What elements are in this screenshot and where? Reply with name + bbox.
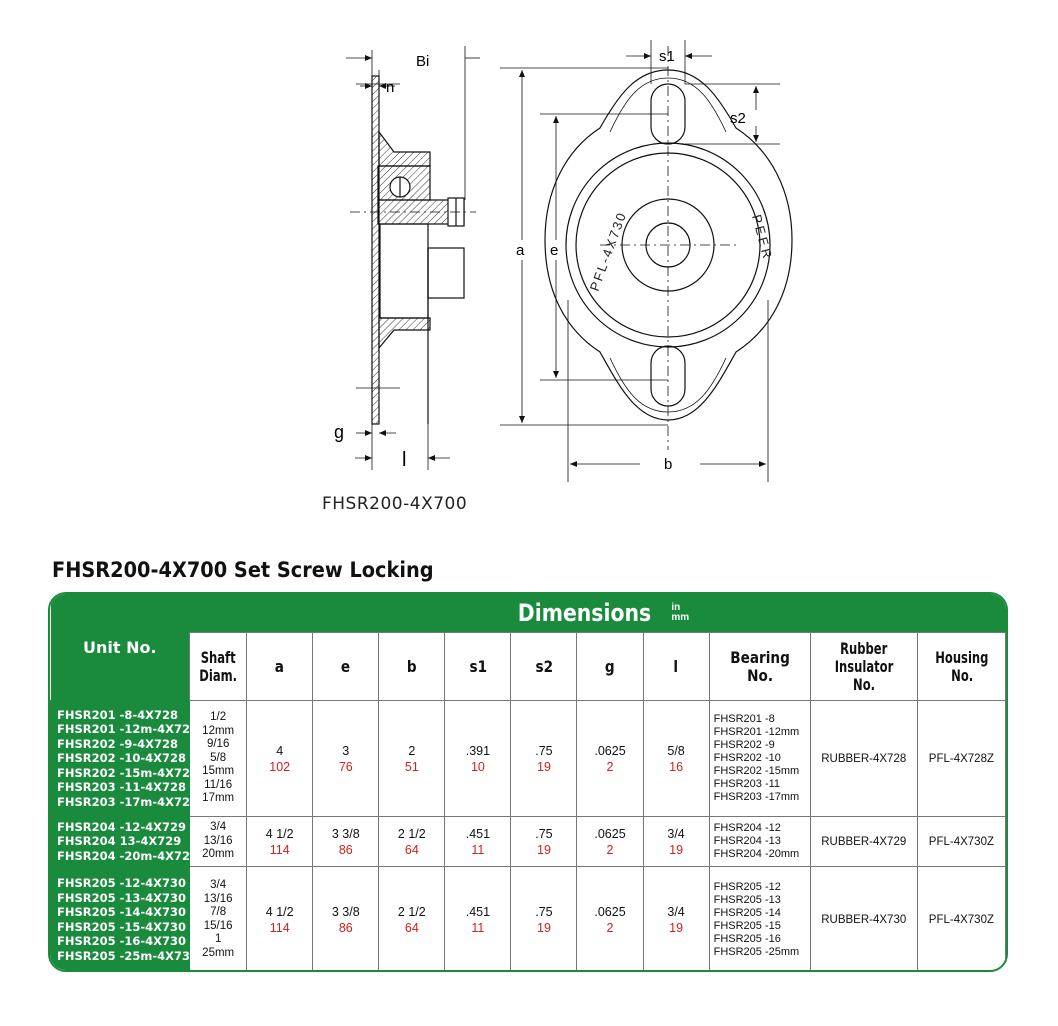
dim-label-s2: s2 <box>730 110 746 127</box>
rubber-insulator-cell: RUBBER-4X728 <box>810 701 917 817</box>
dim-e-mm: 86 <box>338 920 353 935</box>
dim-label-e: e <box>550 242 559 259</box>
dim-s2-mm: 19 <box>537 920 551 935</box>
unit-no-cell <box>51 867 199 973</box>
dim-g-mm: 2 <box>606 842 614 857</box>
dim-e-inch: 3 3/8 <box>331 826 360 841</box>
dimensions-table <box>50 594 1006 972</box>
dim-b-cell <box>379 701 445 817</box>
unit-no-cell <box>51 701 199 817</box>
table-row <box>51 817 1006 867</box>
dim-s1-inch: .451 <box>465 904 491 919</box>
l-header <box>643 633 709 701</box>
shaft-diam-cell-line: 3/4 <box>210 879 227 891</box>
housing-brand-text: PEER <box>749 212 776 263</box>
shaft-diam-cell-line: 17mm <box>202 792 235 805</box>
dimensions-units <box>671 603 689 623</box>
unit-no-cell-line: FHSR205 -12-4X730 <box>57 876 187 890</box>
dim-l-cell <box>643 817 709 867</box>
shaft-diam-cell <box>190 817 247 867</box>
shaft-diam-cell-line: 12mm <box>202 724 235 737</box>
dim-s2-inch: .75 <box>535 743 553 758</box>
dim-l-mm: 19 <box>669 842 684 857</box>
dim-e-mm: 76 <box>338 759 353 774</box>
dim-e-inch: 3 <box>342 743 350 758</box>
unit-no-cell-line: FHSR203 -11-4X728 <box>57 780 187 795</box>
dim-g-cell <box>577 817 643 867</box>
unit-no-cell <box>51 817 199 867</box>
dim-label-bi: Bi <box>416 53 430 70</box>
dim-g-mm: 2 <box>606 759 614 774</box>
shaft-diam-cell-line: 20mm <box>202 848 235 861</box>
shaft-diam-cell-line: 13/16 <box>203 892 233 905</box>
table-body <box>51 701 1006 973</box>
g-header <box>577 633 643 701</box>
shaft-diam-header <box>190 633 247 701</box>
bearing-no-cell-line: FHSR205 -25mm <box>713 945 800 958</box>
dim-l-mm: 16 <box>669 759 684 774</box>
dim-a-cell <box>247 701 313 817</box>
dim-a-inch: 4 1/2 <box>265 904 294 919</box>
dim-l-mm: 19 <box>669 920 684 935</box>
dim-a-mm: 114 <box>269 842 290 857</box>
bearing-no-cell-line: FHSR205 -14 <box>713 906 781 919</box>
bearing-no-cell-line: FHSR201 -8 <box>713 713 775 725</box>
dim-label-a: a <box>516 242 525 259</box>
a-header <box>247 633 313 701</box>
dim-s2-cell <box>511 701 577 817</box>
s1-header <box>445 633 511 701</box>
l-header-label: l <box>673 656 679 676</box>
bearing-no-cell-line: FHSR205 -12 <box>713 880 781 893</box>
unit-no-cell-line: FHSR204 13-4X729 <box>57 834 182 849</box>
dim-a-mm: 114 <box>269 920 290 935</box>
rubber-insulator-cell: RUBBER-4X730 <box>810 867 917 973</box>
s2-header-label: s2 <box>535 656 553 676</box>
unit-no-cell-line: FHSR205 -13-4X730 <box>57 890 187 905</box>
dim-b-inch: 2 1/2 <box>397 826 426 841</box>
dim-b-cell <box>379 817 445 867</box>
rubber-insulator-cell: RUBBER-4X729 <box>810 817 917 867</box>
unit-inch: in <box>671 602 681 614</box>
dim-b-mm: 64 <box>404 920 419 935</box>
dim-g-inch: .0625 <box>594 743 626 758</box>
dim-label-n: n <box>386 79 395 96</box>
bearing-no-cell-line: FHSR204 -13 <box>713 835 781 847</box>
dim-s1-cell <box>445 817 511 867</box>
dim-s1-inch: .391 <box>465 743 491 758</box>
housing-no-cell: PFL-4X730Z <box>917 867 1005 973</box>
shaft-diam-cell <box>190 701 247 817</box>
dim-b-cell <box>379 867 445 973</box>
bearing-no-cell <box>709 817 810 867</box>
dim-l-cell <box>643 867 709 973</box>
dim-s2-cell <box>511 817 577 867</box>
bearing-no-cell-line: FHSR202 -10 <box>713 752 781 764</box>
rubber-header-line1: Rubber <box>840 638 888 658</box>
bearing-no-cell-line: FHSR202 -15mm <box>713 765 800 777</box>
unit-no-cell-line: FHSR202 -15m-4X728 <box>57 765 199 780</box>
dim-s1-mm: 11 <box>471 920 485 935</box>
bearing-header-label: Bearing No. <box>729 647 790 685</box>
unit-no-cell-line: FHSR205 -25m-4X730 <box>57 948 199 963</box>
a-header-label: a <box>275 656 285 676</box>
dim-g-inch: .0625 <box>594 904 626 919</box>
dim-b-mm: 64 <box>404 842 419 857</box>
dim-g-cell <box>577 701 643 817</box>
dim-a-mm: 102 <box>269 759 291 774</box>
rubber-header-line2: Insulator No. <box>834 656 894 694</box>
bearing-no-cell-line: FHSR203 -11 <box>713 778 781 790</box>
dimensions-banner <box>190 594 1006 633</box>
table-row <box>51 867 1006 973</box>
dimensions-table-container <box>48 592 1008 972</box>
housing-header-line2: No. <box>950 665 973 685</box>
dim-l-inch: 5/8 <box>667 743 685 758</box>
e-header-label: e <box>341 656 351 676</box>
shaft-header-line1: Shaft <box>200 647 236 667</box>
unit-no-cell-line: FHSR202 -10-4X728 <box>57 751 187 766</box>
unit-no-cell-line: FHSR201 -8-4X728 <box>57 707 179 722</box>
b-header <box>379 633 445 701</box>
e-header <box>313 633 379 701</box>
shaft-header-line2: Diam. <box>199 665 238 685</box>
bearing-no-cell <box>709 867 810 973</box>
dim-s2-cell <box>511 867 577 973</box>
dim-l-inch: 3/4 <box>667 904 685 919</box>
dim-s1-inch: .451 <box>465 826 491 841</box>
shaft-diam-cell-line: 25mm <box>202 946 235 959</box>
shaft-diam-cell-line: 9/16 <box>206 738 230 751</box>
shaft-diam-cell-line: 1/2 <box>210 711 227 724</box>
dim-label-l: l <box>402 449 407 471</box>
shaft-diam-cell-line: 15mm <box>202 765 235 778</box>
bearing-no-cell-line: FHSR203 -17mm <box>713 791 800 803</box>
dim-b-inch: 2 1/2 <box>397 904 426 919</box>
dim-b-mm: 51 <box>404 759 419 774</box>
b-header-label: b <box>406 656 417 676</box>
unit-mm: mm <box>671 612 690 624</box>
unit-no-cell-line: FHSR204 -12-4X729 <box>57 819 187 834</box>
unit-no-cell-line: FHSR204 -20m-4X729 <box>57 848 199 863</box>
shaft-diam-cell-line: 11/16 <box>204 778 233 791</box>
front-view <box>500 40 792 482</box>
unit-no-cell-line: FHSR202 -9-4X728 <box>57 736 179 751</box>
dim-b-inch: 2 <box>408 743 416 758</box>
dim-e-cell <box>313 867 379 973</box>
unit-no-cell-line: FHSR203 -17m-4X728 <box>57 794 199 809</box>
dim-s2-mm: 19 <box>537 842 551 857</box>
dim-s1-cell <box>445 867 511 973</box>
bearing-no-cell <box>709 701 810 817</box>
unit-no-header: Unit No. <box>51 594 190 701</box>
section-title: FHSR200-4X700 Set Screw Locking <box>52 558 434 582</box>
table-row <box>51 701 1006 817</box>
unit-no-cell-line: FHSR205 -16-4X730 <box>57 934 187 948</box>
dim-s1-cell <box>445 701 511 817</box>
dim-l-inch: 3/4 <box>667 826 685 841</box>
dim-s2-mm: 19 <box>537 759 551 774</box>
dim-a-inch: 4 1/2 <box>265 826 294 841</box>
dim-a-cell <box>247 867 313 973</box>
bearing-no-cell-line: FHSR205 -16 <box>713 932 781 945</box>
dim-e-cell <box>313 817 379 867</box>
bearing-no-header <box>709 633 810 701</box>
side-view <box>346 46 480 470</box>
dim-g-mm: 2 <box>606 920 614 935</box>
dim-l-cell <box>643 701 709 817</box>
bearing-no-cell-line: FHSR204 -20mm <box>713 848 800 860</box>
dim-label-b: b <box>664 456 673 473</box>
dim-label-g: g <box>334 422 345 442</box>
dim-a-inch: 4 <box>276 743 284 758</box>
unit-no-cell-line: FHSR205 -15-4X730 <box>57 919 187 934</box>
shaft-diam-cell-line: 15/16 <box>203 919 233 932</box>
bearing-no-cell-line: FHSR201 -12mm <box>713 726 800 738</box>
s2-header <box>511 633 577 701</box>
shaft-diam-cell <box>190 867 247 973</box>
dim-label-s1: s1 <box>659 48 675 65</box>
dim-g-inch: .0625 <box>594 826 626 841</box>
housing-header-line1: Housing <box>934 647 988 667</box>
shaft-diam-cell-line: 7/8 <box>210 906 227 918</box>
drawing-caption: FHSR200-4X700 <box>322 494 468 514</box>
unit-no-cell-line: FHSR201 -12m-4X728 <box>57 722 199 737</box>
rubber-insulator-header <box>810 633 917 701</box>
bearing-no-cell-line: FHSR202 -9 <box>713 739 775 751</box>
shaft-diam-cell-line: 13/16 <box>203 834 233 847</box>
bearing-no-cell-line: FHSR205 -13 <box>713 893 781 906</box>
housing-no-cell: PFL-4X728Z <box>917 701 1005 817</box>
unit-no-cell-line: FHSR205 -14-4X730 <box>57 905 187 919</box>
g-header-label: g <box>605 656 615 676</box>
dim-e-mm: 86 <box>338 842 353 857</box>
dim-a-cell <box>247 817 313 867</box>
dim-e-inch: 3 3/8 <box>331 904 360 919</box>
dim-e-cell <box>313 701 379 817</box>
shaft-diam-cell-line: 5/8 <box>210 751 227 764</box>
dimensions-title: Dimensions <box>517 599 652 628</box>
dim-s2-inch: .75 <box>535 826 553 841</box>
bearing-no-cell-line: FHSR205 -15 <box>713 919 781 932</box>
housing-no-cell: PFL-4X730Z <box>917 817 1005 867</box>
dim-s2-inch: .75 <box>535 904 553 919</box>
bearing-no-cell-line: FHSR204 -12 <box>713 822 781 834</box>
s1-header-label: s1 <box>469 656 487 676</box>
dim-s1-mm: 10 <box>470 759 485 774</box>
shaft-diam-cell-line: 3/4 <box>210 821 227 834</box>
housing-model-text: PFL-4X730 <box>586 209 630 294</box>
dim-s1-mm: 11 <box>471 842 485 857</box>
housing-no-header <box>917 633 1005 701</box>
shaft-diam-cell-line: 1 <box>214 933 222 945</box>
dim-g-cell <box>577 867 643 973</box>
